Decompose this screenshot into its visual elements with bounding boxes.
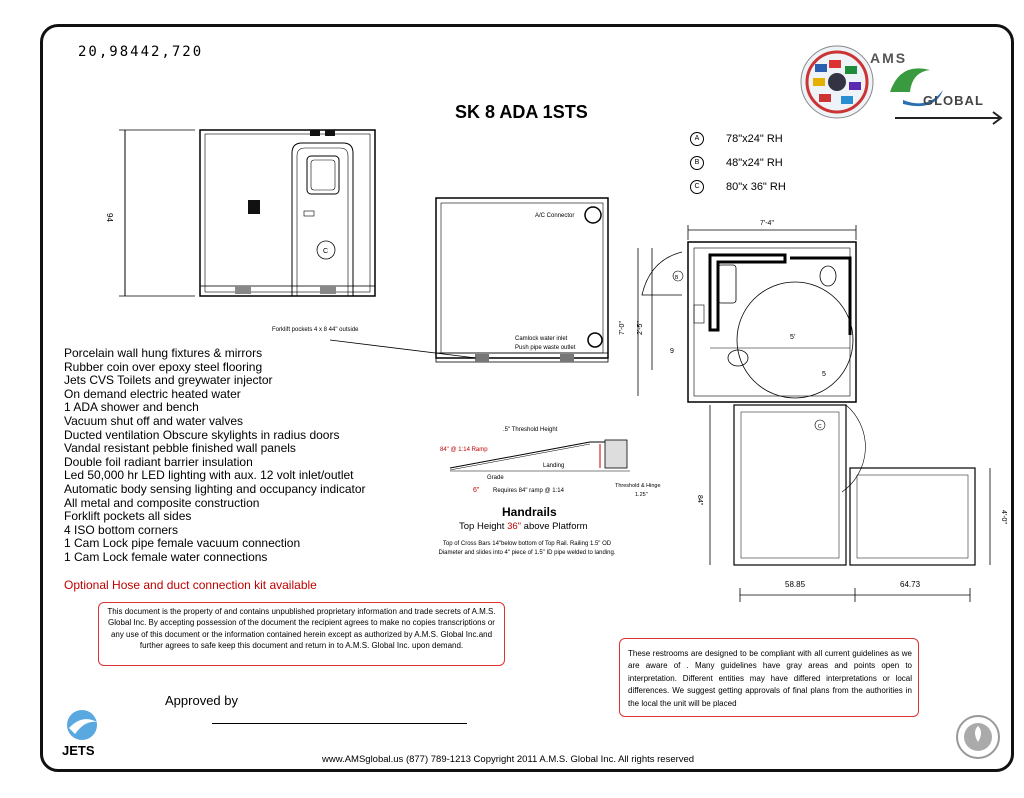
approved-by-label: Approved by: [165, 693, 238, 708]
door-letter: C: [323, 248, 329, 255]
landing-label: Landing: [543, 463, 565, 469]
door-b-swing: [642, 252, 682, 295]
logo-text-global: GLOBAL: [923, 93, 984, 108]
optional-kit-note: Optional Hose and duct connection kit available: [64, 578, 317, 592]
ac-connector-label: A/C Connector: [535, 213, 575, 219]
legend-letter-circle: A: [690, 132, 704, 146]
plan-inner-label: 2'-5": [637, 321, 644, 335]
threshold-height-label: .5" Threshold Height: [503, 427, 558, 433]
handrails-subtitle-post: above Platform: [521, 521, 588, 532]
feature-item: Porcelain wall hung fixtures & mirrors: [64, 346, 263, 360]
requires-ramp-label: Requires 84" ramp @ 1:14: [493, 488, 564, 494]
plan-letter-b: B: [675, 275, 679, 281]
feature-item: Automatic body sensing lighting and occupancy indicator: [64, 481, 366, 496]
toilet-icon: [820, 266, 836, 286]
legend-item: [690, 151, 786, 175]
ramp-detail-drawing: [440, 420, 690, 505]
handrails-subtitle: [459, 521, 588, 532]
signature-line: [212, 723, 467, 724]
height-label: 94: [105, 213, 114, 222]
plan-side-5: 5: [822, 371, 826, 378]
document-number: 20,98442,720: [78, 44, 204, 60]
feature-item: Double foil radiant barrier insulation: [64, 454, 253, 469]
feature-item: Vandal resistant pebble finished wall panels: [64, 441, 296, 456]
plan-width-label: 7'-4": [760, 220, 774, 227]
leaf-swirl-icon: [890, 68, 930, 92]
handrails-note: Top of Cross Bars 14"below bottom of Top Rail. Railing 1.5" OD Diameter and slides into 4" piece of 1.5" ID pipe welded to landing.: [438, 541, 616, 556]
feature-item: On demand electric heated water: [64, 386, 241, 401]
legend-text: 80"x 36" RH: [726, 181, 786, 193]
platform: [850, 468, 975, 565]
shower-bench: [718, 265, 736, 303]
rise-label: 6": [473, 487, 480, 494]
feature-item: Forklift pockets all sides: [64, 509, 192, 524]
threshold-hinge-label: Threshold & Hinge: [615, 483, 661, 489]
plan-letter-c: C: [818, 424, 822, 430]
door-legend: [690, 127, 786, 199]
push-pipe-label: Push pipe waste outlet: [515, 345, 576, 351]
circle-label: 5': [790, 334, 796, 341]
forklift-label: Forklift pockets 4 x 8 44" outside: [272, 327, 359, 333]
logo-text-ams: AMS: [870, 50, 908, 66]
jets-logo: [60, 708, 110, 763]
proprietary-notice: This document is the property of and contains unpublished proprietary information and trade secrets of A.M.S. Global Inc. By accepting possession of the document the recipient agrees to make no copies transcriptions or any use of this document or the information contained herein except as authorized by A.M.S. Global Inc.and further agrees to safe keep this document and return in to A.M.S. Global Inc. upon demand.: [98, 602, 505, 666]
handrails-height-value: 36": [507, 521, 522, 532]
camlock-label: Camlock water inlet: [515, 336, 568, 342]
council-badge-icon: [955, 714, 1001, 760]
dim-right-label: 64.73: [900, 580, 921, 589]
platform-label: 4'-0": [1000, 510, 1007, 524]
legend-item: [690, 127, 786, 151]
compliance-notice: These restrooms are designed to be compliant with all current guidelines as we are aware of . Many guidelines have gray areas and points open to interpretation. Different entities may have differed interpretations or local differences. We suggest getting approvals of final plans from the authorities in the local the unit will be placed: [619, 638, 919, 717]
ramp-length-label: 84": [696, 495, 703, 506]
legend-text: 78"x24" RH: [726, 133, 783, 145]
feature-item: Jets CVS Toilets and greywater injector: [64, 373, 273, 388]
legend-text: 48"x24" RH: [726, 157, 783, 169]
threshold-hinge-value: 1.25": [635, 492, 648, 498]
feature-item: All metal and composite construction: [64, 495, 260, 510]
side-view-drawing: [270, 190, 615, 370]
page-title: SK 8 ADA 1STS: [455, 102, 588, 122]
grade-label: Grade: [487, 475, 504, 481]
jets-logo-text: JETS: [62, 743, 95, 758]
feature-item: Ducted ventilation Obscure skylights in radius doors: [64, 427, 340, 442]
restroom-sign-icon: [248, 200, 260, 214]
feature-item: Rubber coin over epoxy steel flooring: [64, 359, 263, 374]
feature-item: 1 ADA shower and bench: [64, 400, 199, 415]
feature-item: 4 ISO bottom corners: [64, 522, 179, 537]
handrails-subtitle-pre: Top Height: [459, 521, 508, 532]
camlock-icon: [588, 333, 602, 347]
ams-global-logo: [795, 42, 1010, 132]
footer-copyright: www.AMSglobal.us (877) 789-1213 Copyright 2011 A.M.S. Global Inc. All rights reserved: [322, 754, 695, 765]
plan-depth-label: 7'-0": [619, 321, 626, 335]
feature-list: [64, 347, 366, 565]
legend-item: [690, 175, 786, 199]
feature-item: Led 50,000 hr LED lighting with aux. 12 volt inlet/outlet: [64, 468, 354, 483]
legend-letter-circle: C: [690, 180, 704, 194]
floor-plan-drawing: [610, 210, 1007, 605]
feature-item: Vacuum shut off and water valves: [64, 413, 243, 428]
dim-left-label: 58.85: [785, 580, 806, 589]
legend-letter-circle: B: [690, 156, 704, 170]
feature-item: 1 Cam Lock pipe female vacuum connection: [64, 536, 301, 551]
feature-item: 1 Cam Lock female water connections: [64, 549, 268, 564]
handrails-title: Handrails: [502, 505, 557, 519]
ramp: [734, 405, 846, 565]
ramp-slope-label: 84" @ 1:14 Ramp: [440, 447, 488, 453]
ac-connector-icon: [585, 207, 601, 223]
plan-side-9: 9: [670, 348, 674, 355]
